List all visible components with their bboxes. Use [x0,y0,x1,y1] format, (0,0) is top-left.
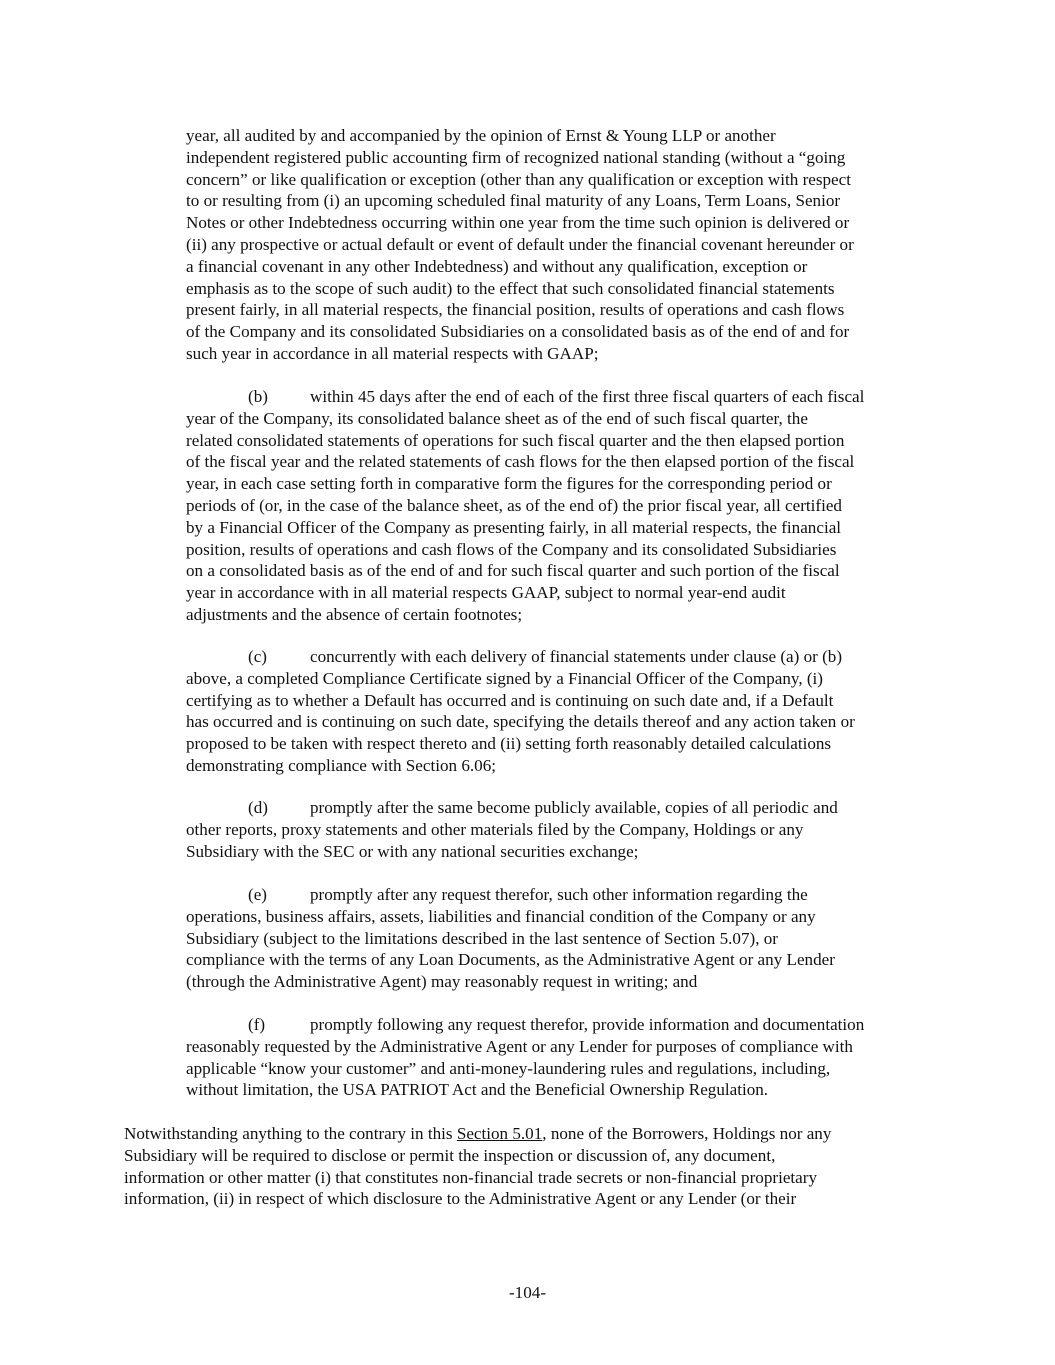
text-line [124,1123,831,1145]
clause-label: (b) [248,387,268,406]
text-line: year in accordance with in all material respects GAAP, subject to normal year-end audit [186,583,786,603]
page-number: -104- [508,1283,547,1302]
clause-first-line [186,646,855,668]
clause-b [186,386,865,626]
text-line: demonstrating compliance with Section 6.06; [186,755,496,775]
section-reference-link[interactable]: Section 5.01 [456,1124,543,1143]
text-line: year of the Company, its consolidated balance sheet as of the end of such fiscal quarter, the [186,408,808,428]
text-line: periods of (or, in the case of the balance sheet, as of the end of) the prior fiscal year, all certified [186,495,842,515]
text-line: Notes or other Indebtedness occurring within one year from the time such opinion is delivered or [186,213,850,233]
text-line: information or other matter (i) that constitutes non-financial trade secrets or non-financial proprietary [124,1167,817,1187]
text-line: by a Financial Officer of the Company as presenting fairly, in all material respects, the financial [186,517,842,537]
text-line: emphasis as to the scope of such audit) to the effect that such consolidated financial statements [186,278,835,298]
text-line: applicable “know your customer” and anti-money-laundering rules and regulations, including, [186,1058,831,1078]
text-line: such year in accordance in all material respects with GAAP; [186,343,599,363]
text-line: year, in each case setting forth in comparative form the figures for the corresponding period or [186,474,832,494]
text-line: of the Company and its consolidated Subsidiaries on a consolidated basis as of the end of and for [186,322,850,342]
text-line: adjustments and the absence of certain footnotes; [186,604,523,624]
clause-lead-text: promptly following any request therefor, provide information and documentation [310,1015,865,1034]
clause-lead-text: within 45 days after the end of each of the first three fiscal quarters of each fiscal [310,387,865,406]
clause-f [186,1014,865,1101]
text-segment: , none of the Borrowers, Holdings nor any [542,1124,832,1143]
clause-first-line [186,884,835,906]
text-line: Subsidiary with the SEC or with any national securities exchange; [186,841,639,861]
clause-lead-text: concurrently with each delivery of financial statements under clause (a) or (b) [310,647,843,666]
text-line: certifying as to whether a Default has occurred and is continuing on such date and, if a Default [186,690,834,710]
text-line: position, results of operations and cash flows of the Company and its consolidated Subsidiaries [186,539,837,559]
text-line: other reports, proxy statements and other materials filed by the Company, Holdings or any [186,819,804,839]
clause-d [186,797,838,862]
intro-paragraph [186,125,854,365]
text-segment: Notwithstanding anything to the contrary in this [124,1124,457,1143]
text-line: of the fiscal year and the related statements of cash flows for the then elapsed portion of the fiscal [186,452,855,472]
text-line: independent registered public accounting firm of recognized national standing (without a “going [186,147,846,167]
clause-lead-text: promptly after any request therefor, such other information regarding the [310,885,808,904]
text-line: without limitation, the USA PATRIOT Act and the Beneficial Ownership Regulation. [186,1080,769,1100]
clause-first-line [186,797,838,819]
text-line: operations, business affairs, assets, liabilities and financial condition of the Company or any [186,906,816,926]
text-line: reasonably requested by the Administrative Agent or any Lender for purposes of compliance with [186,1036,853,1056]
text-line: a financial covenant in any other Indebtedness) and without any qualification, exception or [186,256,808,276]
clause-label: (e) [248,885,267,904]
text-line: above, a completed Compliance Certificate signed by a Financial Officer of the Company, (i) [186,668,824,688]
text-line: present fairly, in all material respects, the financial position, results of operations and cash flows [186,300,845,320]
clause-c [186,646,855,777]
text-line: related consolidated statements of operations for such fiscal quarter and the then elapsed portion [186,430,845,450]
clause-label: (d) [248,798,268,817]
clause-lead-text: promptly after the same become publicly available, copies of all periodic and [310,798,838,817]
clause-label: (f) [248,1015,266,1034]
text-line: Subsidiary will be required to disclose or permit the inspection or discussion of, any document, [124,1145,776,1165]
text-line: (through the Administrative Agent) may reasonably request in writing; and [186,972,698,992]
text-line: has occurred and is continuing on such date, specifying the details thereof and any action taken or [186,712,855,732]
notwithstanding-paragraph [124,1123,831,1210]
text-line: on a consolidated basis as of the end of and for such fiscal quarter and such portion of the fiscal [186,561,840,581]
clause-first-line [186,1014,865,1036]
text-line: information, (ii) in respect of which disclosure to the Administrative Agent or any Lender (or their [124,1189,797,1209]
text-line: to or resulting from (i) an upcoming scheduled final maturity of any Loans, Term Loans, Senior [186,191,841,211]
text-line: concern” or like qualification or exception (other than any qualification or exception with respect [186,169,851,189]
text-line: year, all audited by and accompanied by the opinion of Ernst & Young LLP or another [186,126,776,145]
text-line: Subsidiary (subject to the limitations described in the last sentence of Section 5.07), or [186,928,778,948]
text-line: (ii) any prospective or actual default or event of default under the financial covenant hereunder or [186,234,854,254]
clause-first-line [186,386,865,408]
clause-e [186,884,835,993]
clause-label: (c) [248,647,267,666]
text-line: compliance with the terms of any Loan Documents, as the Administrative Agent or any Lender [186,950,835,970]
text-line: proposed to be taken with respect thereto and (ii) setting forth reasonably detailed calculations [186,734,832,754]
